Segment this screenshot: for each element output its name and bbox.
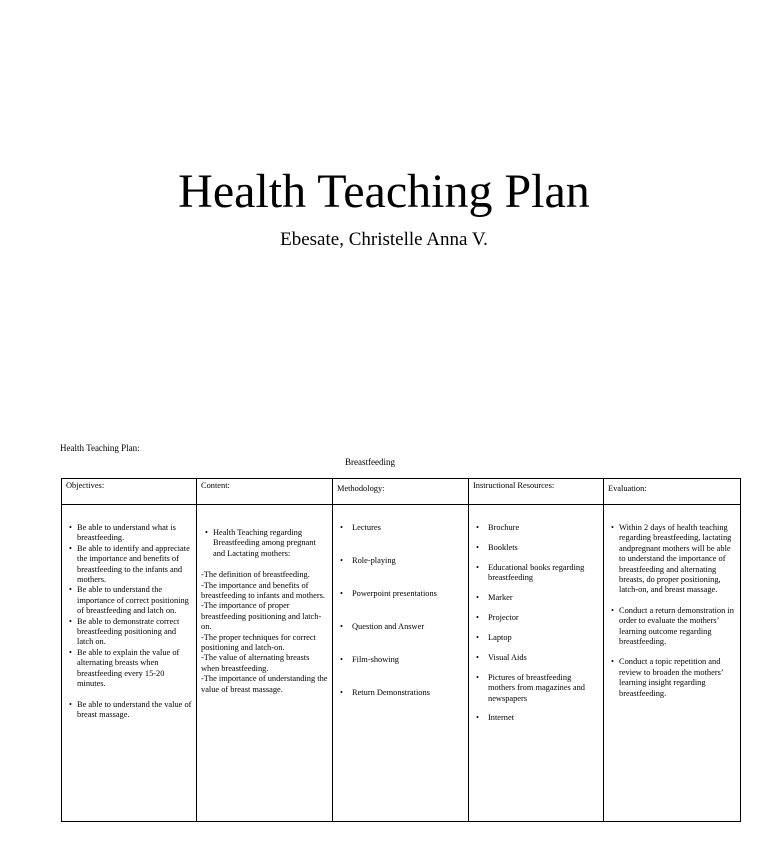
content-cell xyxy=(197,505,333,822)
methodology-cell xyxy=(333,505,469,822)
content-item: -The importance of proper breastfeeding positioning and latch-on. xyxy=(201,601,322,632)
evaluation-item: • Conduct a return demonstration in order to evaluate the mothers’ learning outcome regarding breastfeeding. xyxy=(619,606,737,648)
resource-item: • Projector xyxy=(484,613,600,623)
header-methodology: Methodology: xyxy=(333,479,469,505)
content-item: -The importance of understanding the value of breast massage. xyxy=(201,674,328,694)
teaching-plan-table xyxy=(61,478,741,822)
objective-item: • Be able to understand what is breastfeeding. xyxy=(77,523,193,544)
page-title: Health Teaching Plan xyxy=(178,165,590,218)
methodology-item: • Return Demonstrations xyxy=(348,688,465,698)
objective-item: • Be able to identify and appreciate the importance and benefits of breastfeeding to the infants and mothers. xyxy=(77,544,193,586)
objective-item: • Be able to understand the importance of correct positioning of breastfeeding and latch on. xyxy=(77,585,193,616)
methodology-item: • Film-showing xyxy=(348,655,465,665)
document-label: Health Teaching Plan: xyxy=(60,443,140,453)
evaluation-cell xyxy=(604,505,741,822)
objective-item: • Be able to understand the value of breast massage. xyxy=(77,700,193,721)
resource-item: • Laptop xyxy=(484,633,600,643)
table-header-row xyxy=(62,479,741,505)
header-resources: Instructional Resources: xyxy=(469,479,604,505)
resource-item: • Educational books regarding breastfeeding xyxy=(484,563,600,584)
resource-item: • Pictures of breastfeeding mothers from magazines and newspapers xyxy=(484,673,600,704)
resource-item: • Brochure xyxy=(484,523,600,533)
methodology-item: • Powerpoint presentations xyxy=(348,589,465,599)
content-item: -The importance and benefits of breastfeeding to infants and mothers. xyxy=(201,580,325,601)
resource-item: • Booklets xyxy=(484,543,600,553)
objective-item: • Be able to explain the value of alternating breasts when breastfeeding every 15-20 minutes. xyxy=(77,648,193,690)
methodology-item: • Role-playing xyxy=(348,556,465,566)
resource-item: • Marker xyxy=(484,593,600,603)
methodology-item: • Question and Answer xyxy=(348,622,465,632)
content-intro: • Health Teaching regarding Breastfeeding among pregnant and Lactating mothers: xyxy=(213,528,329,559)
table-body-row xyxy=(62,505,741,822)
header-content: Content: xyxy=(197,479,333,505)
resource-item: • Internet xyxy=(484,713,600,723)
resource-item: • Visual Aids xyxy=(484,653,600,663)
header-objectives: Objectives: xyxy=(62,479,197,505)
content-item: -The definition of breastfeeding. xyxy=(201,570,310,580)
methodology-item: • Lectures xyxy=(348,523,465,533)
author-name: Ebesate, Christelle Anna V. xyxy=(280,229,488,250)
topic-label: Breastfeeding xyxy=(345,457,395,467)
evaluation-item: • Conduct a topic repetition and review to broaden the mothers’ learning insight regarding breastfeeding. xyxy=(619,657,737,699)
evaluation-item: • Within 2 days of health teaching regarding breastfeeding, lactating andpregnant mothers will be able to understand the importance of breastfeeding and alternating breasts, do proper positioning, latch-on, and breast massage. xyxy=(619,523,737,596)
header-evaluation: Evaluation: xyxy=(604,479,741,505)
resources-cell xyxy=(469,505,604,822)
content-item: -The value of alternating breasts when breastfeeding. xyxy=(201,653,310,673)
objectives-cell xyxy=(62,505,197,822)
content-item: -The proper techniques for correct positioning and latch-on. xyxy=(201,632,316,653)
objective-item: • Be able to demonstrate correct breastfeeding positioning and latch on. xyxy=(77,617,193,648)
